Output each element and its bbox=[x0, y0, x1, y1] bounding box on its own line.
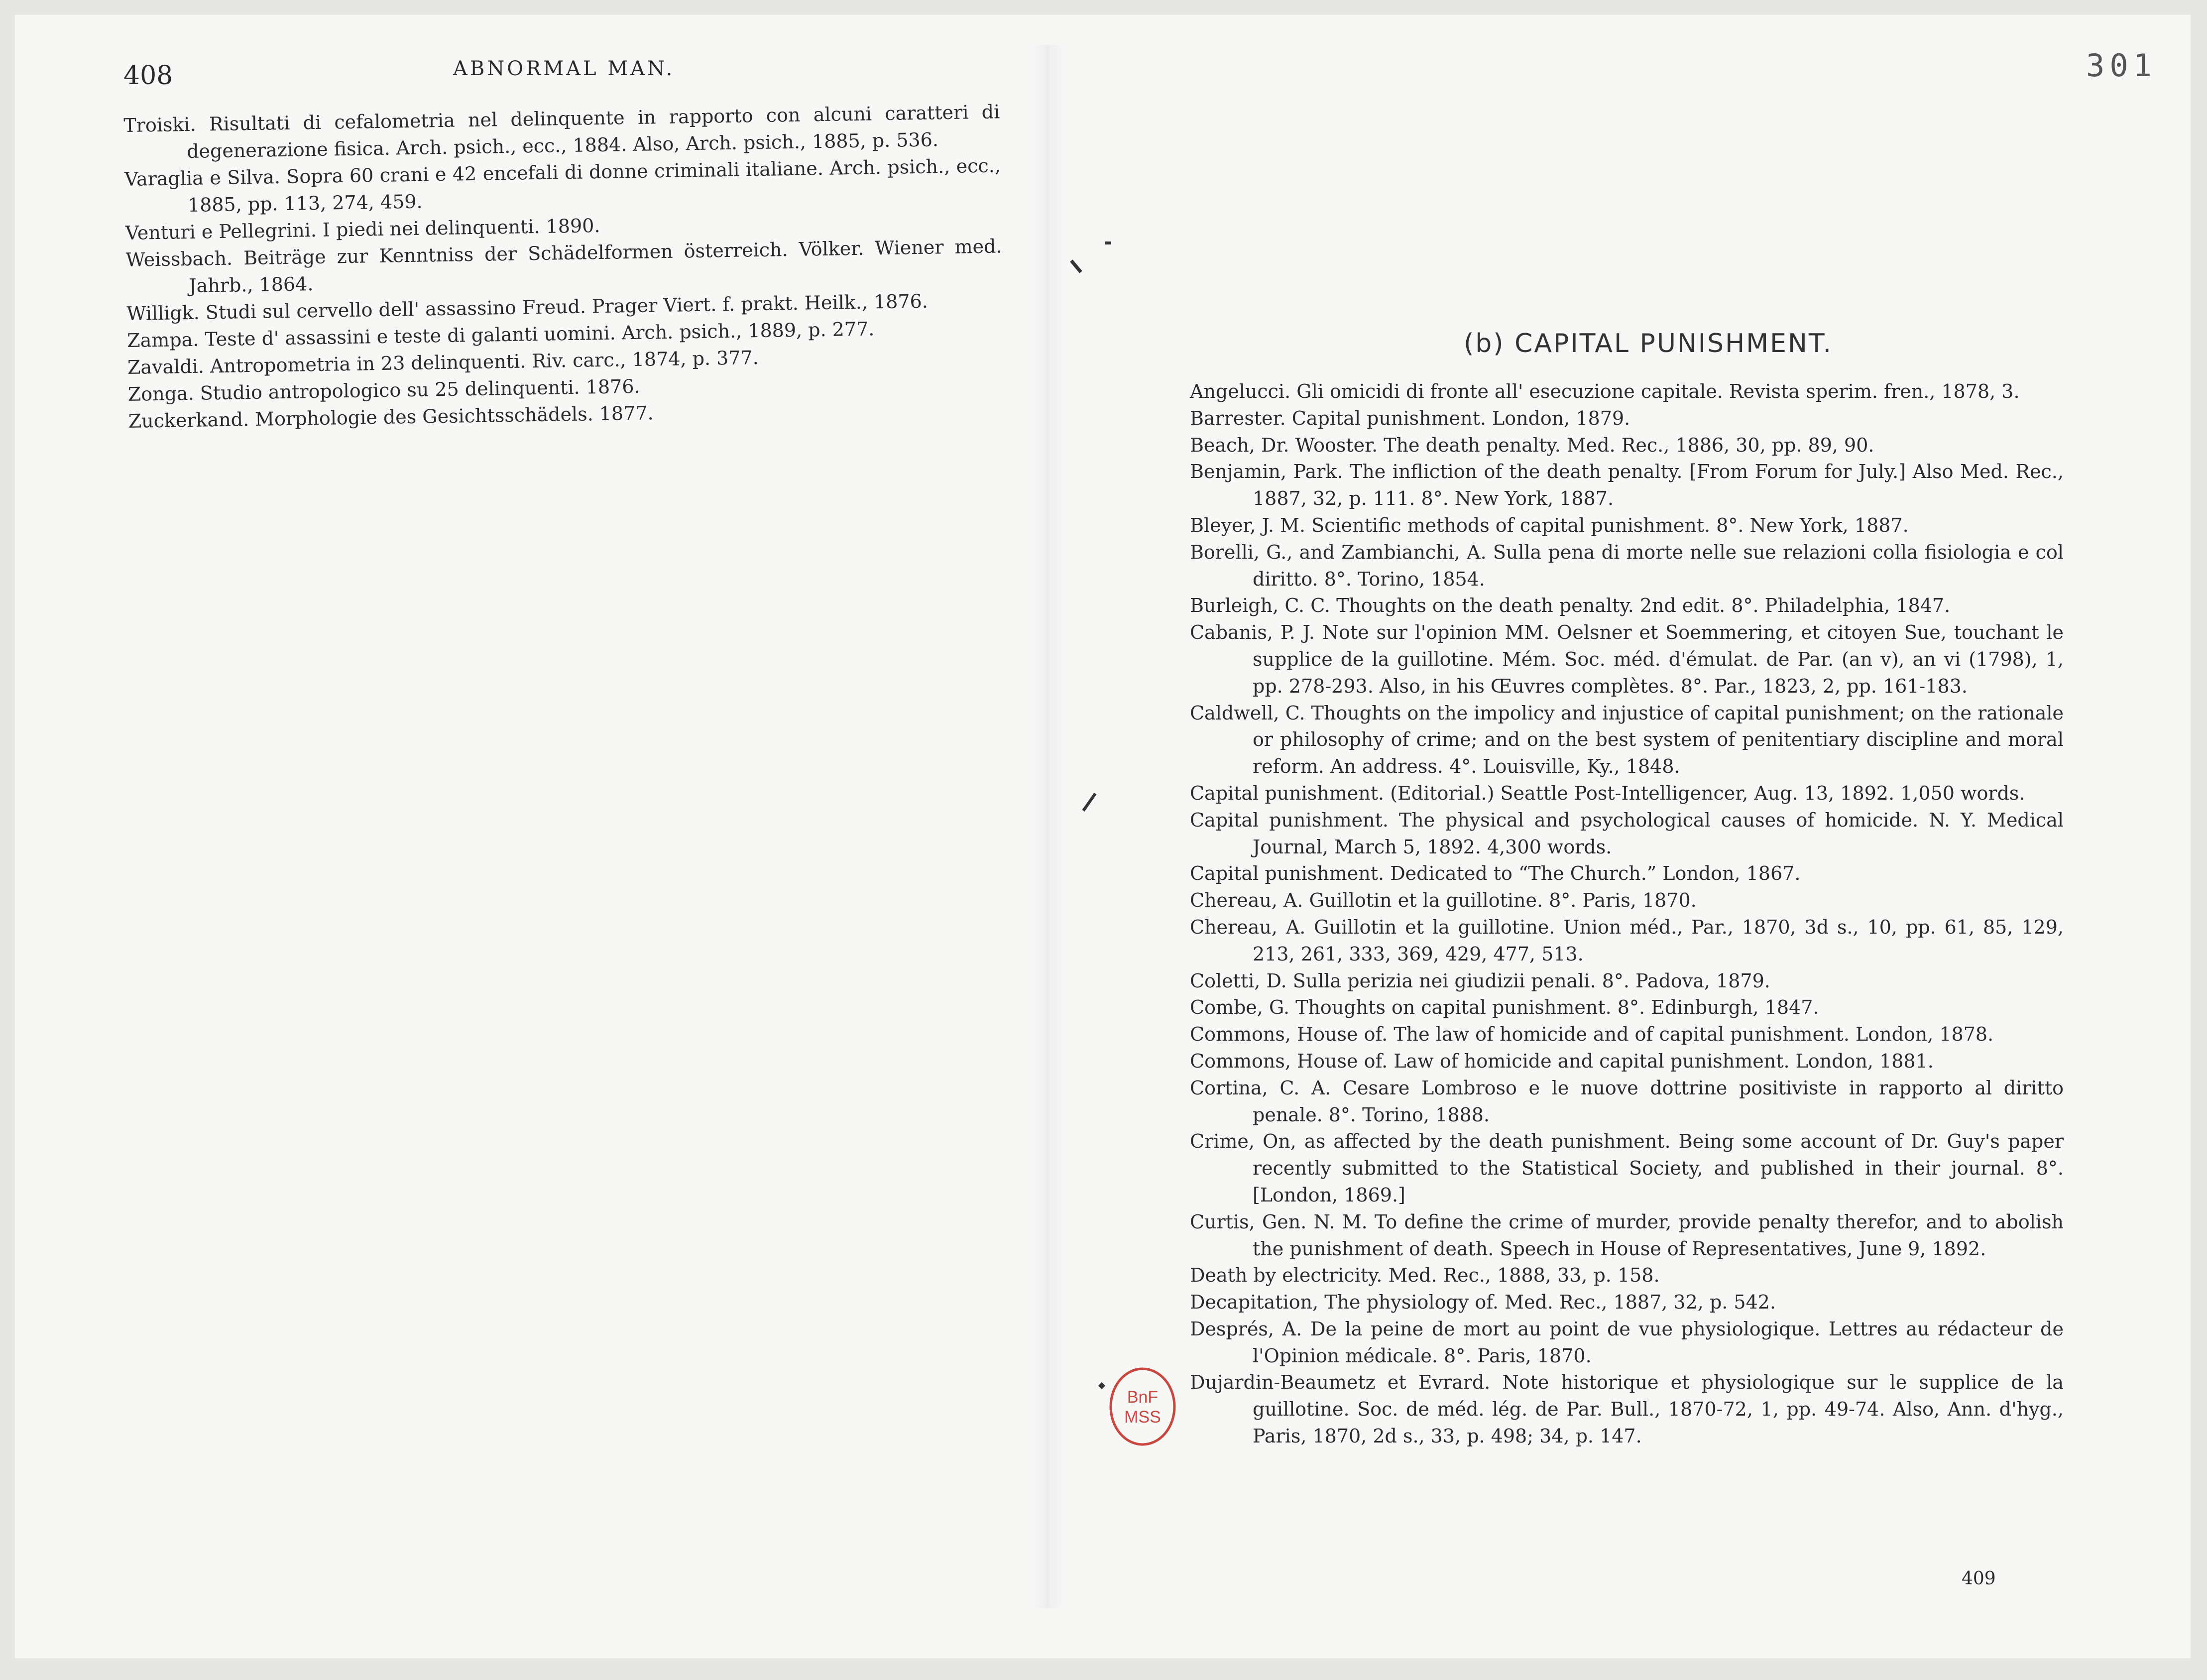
bibliography-entry: Chereau, A. Guillotin et la guillotine. 8°. Paris, 1870. bbox=[1190, 889, 1697, 912]
bibliography-entry: Capital punishment. (Editorial.) Seattle Post-Intelligencer, Aug. 13, 1892. 1,050 words. bbox=[1190, 782, 2025, 804]
bibliography-entry: Bleyer, J. M. Scientific methods of capital punishment. 8°. New York, 1887. bbox=[1190, 514, 1909, 536]
left-bibliography-column bbox=[123, 98, 1005, 435]
running-head: ABNORMAL MAN. bbox=[453, 57, 675, 80]
bibliography-entry: Benjamin, Park. The infliction of the death penalty. [From Forum for July.] Also Med. Rec., 1887, 32, p. 111. 8°. New York, 1887. bbox=[1190, 461, 2064, 510]
bibliography-entry: Coletti, D. Sulla perizia nei giudizii penali. 8°. Padova, 1879. bbox=[1190, 969, 1770, 992]
bibliography-entry: Zonga. Studio antropologico su 25 delinquenti. 1876. bbox=[127, 375, 640, 405]
bibliography-entry: Burleigh, C. C. Thoughts on the death penalty. 2nd edit. 8°. Philadelphia, 1847. bbox=[1190, 595, 1951, 617]
bibliography-entry: Chereau, A. Guillotin et la guillotine. Union méd., Par., 1870, 3d s., 10, pp. 61, 85, 129, 213, 261, 333, 369, 429, 477, 513. bbox=[1190, 916, 2064, 965]
bibliography-entry: Angelucci. Gli omicidi di fronte all' esecuzione capitale. Revista sperim. fren., 1878, 3. bbox=[1190, 380, 2020, 402]
folio-number: 301 bbox=[2086, 47, 2157, 84]
bibliography-entry: Venturi e Pellegrini. I piedi nei delinquenti. 1890. bbox=[125, 214, 600, 244]
bibliography-entry: Borelli, G., and Zambianchi, A. Sulla pena di morte nelle sue relazioni colla fisiologia e col diritto. 8°. Torino, 1854. bbox=[1190, 541, 2064, 590]
bibliography-entry: Cortina, C. A. Cesare Lombroso e le nuove dottrine positiviste in rapporto al diritto penale. 8°. Torino, 1888. bbox=[1190, 1077, 2064, 1126]
bibliography-entry: Combe, G. Thoughts on capital punishment. 8°. Edinburgh, 1847. bbox=[1190, 996, 1819, 1019]
bibliography-entry: Commons, House of. The law of homicide and of capital punishment. London, 1878. bbox=[1190, 1023, 1994, 1046]
bibliography-entry: Beach, Dr. Wooster. The death penalty. Med. Rec., 1886, 30, pp. 89, 90. bbox=[1190, 434, 1874, 456]
section-title: (b) CAPITAL PUNISHMENT. bbox=[1464, 329, 1833, 359]
library-stamp-icon bbox=[1108, 1367, 1177, 1446]
bibliography-entry: Commons, House of. Law of homicide and capital punishment. London, 1881. bbox=[1190, 1050, 1934, 1072]
stamp-line: BnF bbox=[1127, 1388, 1159, 1407]
bibliography-entry: Weissbach. Beiträge zur Kenntniss der Schädelformen österreich. Völker. Wiener med. Jahrb., 1864. bbox=[125, 235, 1002, 297]
stamp-line: MSS bbox=[1124, 1408, 1161, 1427]
bibliography-entry: Crime, On, as affected by the death punishment. Being some account of Dr. Guy's paper recently submitted to the Statistical Society, and published in their journal. 8°. [London, 1869.] bbox=[1190, 1130, 2064, 1206]
bibliography-entry: Zampa. Teste d' assassini e teste di galanti uomini. Arch. psich., 1889, p. 277. bbox=[126, 318, 875, 352]
bibliography-entry: Curtis, Gen. N. M. To define the crime of murder, provide penalty therefor, and to abolish the punishment of death. Speech in House of Representatives, June 9, 1892. bbox=[1190, 1210, 2064, 1260]
bibliography-entry: Death by electricity. Med. Rec., 1888, 33, p. 158. bbox=[1190, 1264, 1660, 1287]
bibliography-entry: Dujardin-Beaumetz et Evrard. Note historique et physiologique sur le supplice de la guillotine. Soc. de méd. lég. de Par. Bull., 1870-72, 1, pp. 49-74. Also, Ann. d'hyg., Paris, 1870, 2d s., 33, p. 498; 34, p. 147. bbox=[1190, 1371, 2064, 1447]
bibliography-entry: Decapitation, The physiology of. Med. Rec., 1887, 32, p. 542. bbox=[1190, 1291, 1776, 1314]
bibliography-entry: Capital punishment. Dedicated to “The Church.” London, 1867. bbox=[1190, 862, 1801, 885]
bibliography-entry: Willigk. Studi sul cervello dell' assassino Freud. Prager Viert. f. prakt. Heilk., 1876. bbox=[126, 290, 929, 325]
bibliography-entry: Barrester. Capital punishment. London, 1879. bbox=[1190, 407, 1630, 429]
bibliography-entry: Després, A. De la peine de mort au point de vue physiologique. Lettres au rédacteur de l'Opinion médicale. 8°. Paris, 1870. bbox=[1190, 1318, 2064, 1367]
bibliography-entry: Zuckerkand. Morphologie des Gesichtsschädels. 1877. bbox=[128, 402, 654, 432]
bibliography-entry: Varaglia e Silva. Sopra 60 crani e 42 encefali di donne criminali italiane. Arch. psich., ecc., 1885, pp. 113, 274, 459. bbox=[124, 154, 1001, 216]
left-page-number: 408 bbox=[123, 61, 173, 91]
bibliography-entry: Troiski. Risultati di cefalometria nel delinquente in rapporto con alcuni caratteri di degenerazione fisica. Arch. psich., ecc., 1884. Also, Arch. psich., 1885, p. 536. bbox=[123, 101, 1000, 163]
scan-speck bbox=[1105, 241, 1111, 244]
bibliography-entry: Caldwell, C. Thoughts on the impolicy and injustice of capital punishment; on the rationale or philosophy of crime; and on the best system of penitentiary discipline and moral reform. An address. 4°. Louisville, Ky., 1848. bbox=[1190, 702, 2064, 778]
bibliography-entry: Capital punishment. The physical and psychological causes of homicide. N. Y. Medical Journal, March 5, 1892. 4,300 words. bbox=[1190, 809, 2064, 858]
bibliography-entry: Cabanis, P. J. Note sur l'opinion MM. Oelsner et Soemmering, et citoyen Sue, touchant le supplice de la guillotine. Mém. Soc. méd. d'émulat. de Par. (an v), an vi (1798), 1, pp. 278-293. Also, in his Œuvres complètes. 8°. Par., 1823, 2, pp. 161-183. bbox=[1190, 621, 2064, 697]
page-gutter bbox=[1031, 45, 1065, 1608]
right-bibliography-column bbox=[1190, 378, 2064, 1450]
bibliography-entry: Zavaldi. Antropometria in 23 delinquenti. Riv. carc., 1874, p. 377. bbox=[127, 347, 759, 378]
bottom-page-number: 409 bbox=[1962, 1568, 1996, 1589]
